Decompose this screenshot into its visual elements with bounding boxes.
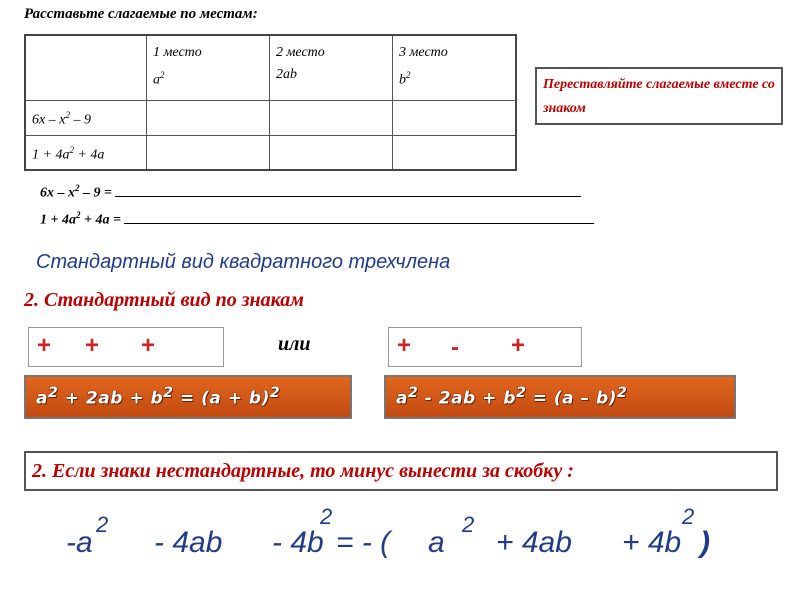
equals-minus-open: = - ( xyxy=(336,526,391,559)
place-label: 3 место xyxy=(399,45,448,60)
hint-note: Переставляйте слагаемые вместе со знаком xyxy=(535,67,783,125)
term-a-squared: a xyxy=(428,526,445,559)
place-label: 1 место xyxy=(153,45,202,60)
equation-line-2: $1 + 4а^2 + 4а$ = xyxy=(40,210,594,229)
answer-cell[interactable] xyxy=(393,101,517,136)
place-term-exp: 2 xyxy=(406,70,411,80)
row-expression-2: $1 + 4а^2 + 4а$ xyxy=(25,135,147,170)
term-plus-4ab: + 4ab xyxy=(496,526,572,559)
answer-cell[interactable] xyxy=(270,101,393,136)
equation-line-1: $6х - х^2 - 9$ = xyxy=(40,183,581,202)
place-term: 2ab xyxy=(276,67,297,82)
exponent: 2 xyxy=(320,504,333,529)
exponent: 2 xyxy=(96,512,109,537)
nonstandard-rule: 2. Если знаки нестандартные, то минус вынести за скобку : xyxy=(24,451,778,491)
answer-cell[interactable] xyxy=(147,135,270,170)
or-label: или xyxy=(278,333,311,355)
place-label: 2 место xyxy=(276,45,325,60)
signs-box-right xyxy=(388,327,582,367)
plus-sign: + xyxy=(141,332,156,359)
signs-box-left xyxy=(28,327,224,367)
table-header-place-2 xyxy=(270,35,393,101)
place-term: b xyxy=(399,72,406,88)
standard-by-signs-heading: 2. Стандартный вид по знакам xyxy=(24,289,304,311)
place-term-exp: 2 xyxy=(160,70,165,80)
table-header-place-3 xyxy=(393,35,517,101)
answer-blank[interactable] xyxy=(115,196,581,197)
answer-cell[interactable] xyxy=(147,101,270,136)
plus-sign: + xyxy=(85,332,100,359)
close-paren: ) xyxy=(700,526,710,559)
term-plus-4b-squared: + 4b xyxy=(622,526,682,559)
table-header-place-1 xyxy=(147,35,270,101)
exponent: 2 xyxy=(682,504,695,529)
answer-cell[interactable] xyxy=(393,135,517,170)
minus-sign: - xyxy=(451,334,459,361)
exponent: 2 xyxy=(462,512,475,537)
terms-table xyxy=(24,34,517,171)
place-term: a xyxy=(153,72,160,88)
table-row xyxy=(25,101,516,136)
table-corner-cell xyxy=(25,35,147,101)
formula-square-sum: $a^2 + 2ab + b^2 = (a + b)^2$ xyxy=(24,375,352,419)
answer-blank[interactable] xyxy=(124,223,594,224)
plus-sign: + xyxy=(37,332,52,359)
standard-form-heading: Стандартный вид квадратного трехчлена xyxy=(36,251,451,273)
term-4b-squared: - 4b xyxy=(272,526,324,559)
term-neg-a-squared: -a xyxy=(66,526,93,559)
formula-square-difference: $a^2 - 2ab + b^2 = (a - b)^2$ xyxy=(384,375,736,419)
bottom-expression xyxy=(0,500,800,570)
plus-sign: + xyxy=(511,332,526,359)
row-expression-1: $6х - х^2 - 9$ xyxy=(25,101,147,136)
table-row xyxy=(25,135,516,170)
task-title: Расставьте слагаемые по местам: xyxy=(24,6,258,22)
term-4ab: - 4ab xyxy=(154,526,223,559)
answer-cell[interactable] xyxy=(270,135,393,170)
plus-sign: + xyxy=(397,332,412,359)
